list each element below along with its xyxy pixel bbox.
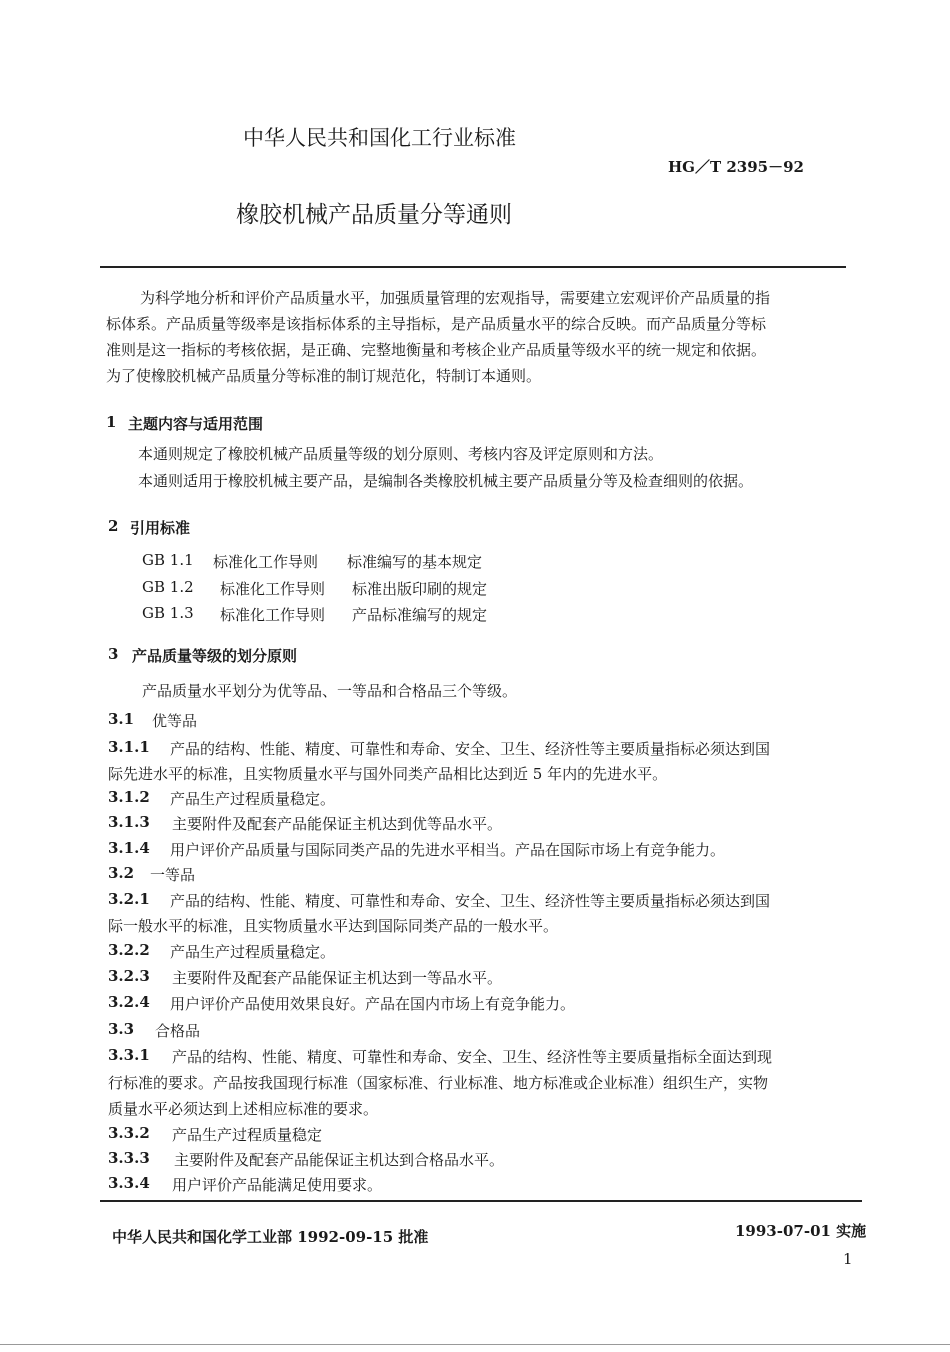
clause-text: 质量水平必须达到上述相应标准的要求。 — [108, 1100, 379, 1118]
page-number: 1 — [843, 1250, 853, 1268]
intro-line: 为科学地分析和评价产品质量水平，加强质量管理的宏观指导，需要建立宏观评价产品质量的指 — [140, 289, 771, 307]
ref-code: GB 1.3 — [142, 604, 194, 622]
clause-number: 3.2 — [108, 864, 135, 882]
section-3-intro: 产品质量水平划分为优等品、一等品和合格品三个等级。 — [142, 682, 518, 700]
clause-title: 优等品 — [152, 712, 198, 730]
intro-line: 准则是这一指标的考核依据，是正确、完整地衡量和考核企业产品质量等级水平的统一规定和依据。 — [106, 341, 767, 359]
ref-name: 标准化工作导则 — [220, 580, 326, 598]
section-3-number: 3 — [108, 645, 119, 663]
clause-text: 产品生产过程质量稳定。 — [170, 943, 336, 961]
clause-number: 3.2.3 — [108, 967, 150, 985]
clause-text: 际一般水平的标准，且实物质量水平达到国际同类产品的一般水平。 — [108, 917, 559, 935]
clause-text: 产品的结构、性能、精度、可靠性和寿命、安全、卫生、经济性等主要质量指标全面达到现 — [172, 1048, 773, 1066]
section-1-title: 主题内容与适用范围 — [128, 415, 264, 433]
clause-number: 3.3.4 — [108, 1174, 150, 1192]
ref-desc: 标准编写的基本规定 — [347, 553, 483, 571]
clause-number: 3.3.3 — [108, 1149, 150, 1167]
clause-text: 用户评价产品使用效果良好。产品在国内市场上有竞争能力。 — [170, 995, 576, 1013]
section-2-number: 2 — [108, 517, 119, 535]
clause-title: 合格品 — [155, 1022, 201, 1040]
clause-text: 用户评价产品能满足使用要求。 — [172, 1176, 383, 1194]
ref-desc: 标准出版印刷的规定 — [352, 580, 488, 598]
section-1-line: 本通则适用于橡胶机械主要产品，是编制各类橡胶机械主要产品质量分等及检查细则的依据。 — [138, 472, 754, 490]
clause-number: 3.1.1 — [108, 738, 150, 756]
clause-text: 产品的结构、性能、精度、可靠性和寿命、安全、卫生、经济性等主要质量指标必须达到国 — [170, 740, 771, 758]
clause-text: 产品生产过程质量稳定 — [172, 1126, 323, 1144]
clause-text: 行标准的要求。产品按我国现行标准（国家标准、行业标准、地方标准或企业标准）组织生产，实物 — [108, 1074, 769, 1092]
ref-name: 标准化工作导则 — [220, 606, 326, 624]
scan-edge-line — [0, 1344, 950, 1345]
clause-number: 3.1 — [108, 710, 135, 728]
clause-text: 用户评价产品质量与国际同类产品的先进水平相当。产品在国际市场上有竞争能力。 — [170, 841, 726, 859]
clause-text: 际先进水平的标准，且实物质量水平与国外同类产品相比达到近 5 年内的先进水平。 — [108, 765, 668, 783]
section-3-title: 产品质量等级的划分原则 — [132, 647, 298, 665]
clause-number: 3.2.2 — [108, 941, 150, 959]
clause-text: 主要附件及配套产品能保证主机达到合格品水平。 — [174, 1151, 505, 1169]
clause-text: 主要附件及配套产品能保证主机达到优等品水平。 — [172, 815, 503, 833]
clause-number: 3.1.3 — [108, 813, 150, 831]
ref-code: GB 1.1 — [142, 551, 194, 569]
clause-text: 产品的结构、性能、精度、可靠性和寿命、安全、卫生、经济性等主要质量指标必须达到国 — [170, 892, 771, 910]
ref-desc: 产品标准编写的规定 — [352, 606, 488, 624]
intro-line: 标体系。产品质量等级率是该指标体系的主导指标，是产品质量水平的综合反映。而产品质量分等标 — [106, 315, 767, 333]
clause-number: 3.2.4 — [108, 993, 150, 1011]
industry-standard-heading: 中华人民共和国化工行业标准 — [243, 126, 516, 150]
standard-code: HG／T 2395－92 — [668, 158, 804, 176]
ref-name: 标准化工作导则 — [213, 553, 319, 571]
clause-number: 3.1.2 — [108, 788, 150, 806]
section-1-line: 本通则规定了橡胶机械产品质量等级的划分原则、考核内容及评定原则和方法。 — [138, 445, 664, 463]
clause-number: 3.3.2 — [108, 1124, 150, 1142]
footer-rule — [100, 1200, 862, 1202]
effective-date: 1993-07-01 实施 — [735, 1222, 867, 1240]
clause-number: 3.3.1 — [108, 1046, 150, 1064]
document-title: 橡胶机械产品质量分等通则 — [236, 202, 512, 228]
ref-code: GB 1.2 — [142, 578, 194, 596]
header-rule — [100, 266, 846, 268]
approval-line: 中华人民共和国化学工业部 1992-09-15 批准 — [112, 1228, 429, 1246]
section-2-title: 引用标准 — [130, 519, 191, 537]
clause-number: 3.1.4 — [108, 839, 150, 857]
clause-number: 3.3 — [108, 1020, 135, 1038]
section-1-number: 1 — [106, 413, 117, 431]
intro-line: 为了使橡胶机械产品质量分等标准的制订规范化，特制订本通则。 — [106, 367, 542, 385]
clause-title: 一等品 — [150, 866, 196, 884]
clause-number: 3.2.1 — [108, 890, 150, 908]
clause-text: 产品生产过程质量稳定。 — [170, 790, 336, 808]
clause-text: 主要附件及配套产品能保证主机达到一等品水平。 — [172, 969, 503, 987]
